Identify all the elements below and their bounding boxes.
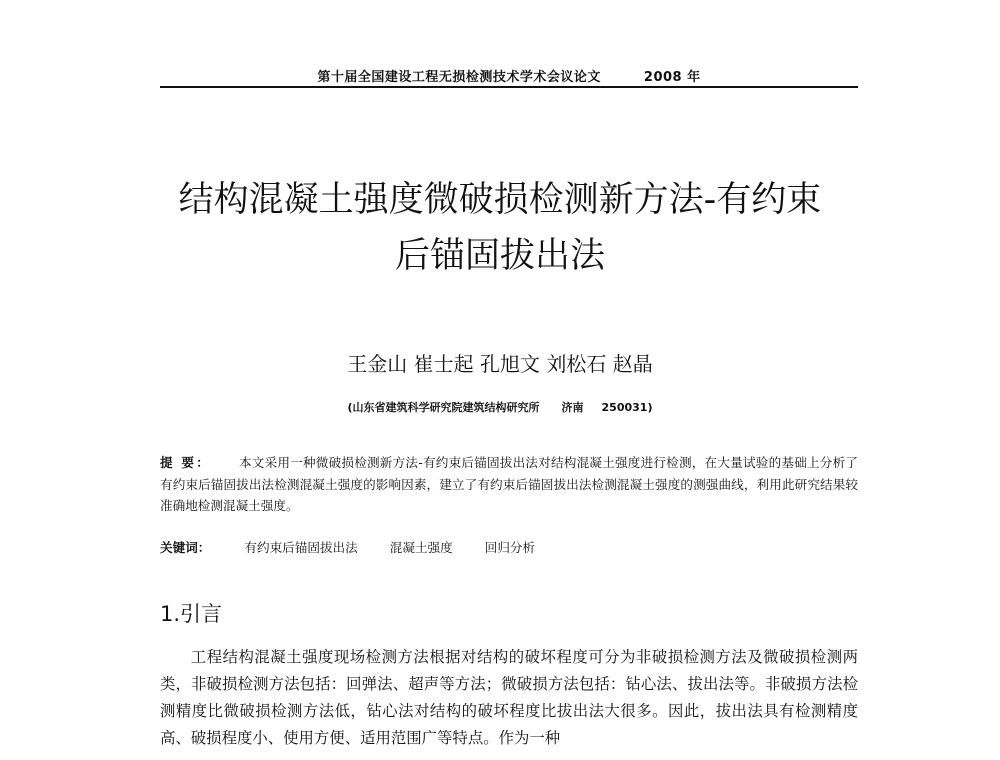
- keyword-item: 有约束后锚固拔出法: [244, 540, 358, 555]
- conference-name: 第十届全国建设工程无损检测技术学术会议论文: [317, 70, 601, 85]
- title-line-2: 后锚固拔出法: [394, 236, 605, 276]
- affiliation-institute: 山东省建筑科学研究院建筑结构研究所: [352, 401, 540, 414]
- section-heading-introduction: 1.引言: [160, 602, 223, 626]
- header-rule: [160, 86, 858, 88]
- running-header: [160, 66, 858, 85]
- conference-year: 2008 年: [643, 70, 701, 85]
- introduction-paragraph: 工程结构混凝土强度现场检测方法根据对结构的破坏程度可分为非破损检测方法及微破损检测两类，非破损检测方法包括：回弹法、超声等方法；微破损方法包括：钻心法、拔出法等。非破损方法检测精度比微破损检测方法低，钻心法对结构的破坏程度比拔出法大很多。因此，拔出法具有检测精度高、破损程度小、使用方便、适用范围广等特点。作为一种: [160, 648, 858, 747]
- author-list: 王金山 崔士起 孔旭文 刘松石 赵晶: [347, 352, 653, 376]
- title-line-1: 结构混凝土强度微破损检测新方法-有约束: [178, 180, 822, 220]
- affiliation: [150, 399, 850, 415]
- keyword-item: 回归分析: [484, 540, 536, 555]
- abstract: [160, 452, 858, 517]
- keywords-label: 关键词：: [160, 540, 211, 555]
- abstract-label: 提 要：: [160, 455, 211, 470]
- keyword-item: 混凝土强度: [389, 540, 453, 555]
- keywords: [160, 537, 858, 556]
- affiliation-city: 济南: [561, 401, 584, 414]
- affiliation-zip: 250031: [601, 401, 648, 414]
- affiliation-close-paren: ): [647, 401, 653, 414]
- paper-title: [140, 172, 860, 284]
- affiliation-open-paren: (: [347, 401, 353, 414]
- abstract-text: 本文采用一种微破损检测新方法-有约束后锚固拔出法对结构混凝土强度进行检测，在大量试验的基础上分析了有约束后锚固拔出法检测混凝土强度的影响因素，建立了有约束后锚固拔出法检测混凝土强度的测强曲线，利用此研究结果较准确地检测混凝土强度。: [160, 455, 858, 513]
